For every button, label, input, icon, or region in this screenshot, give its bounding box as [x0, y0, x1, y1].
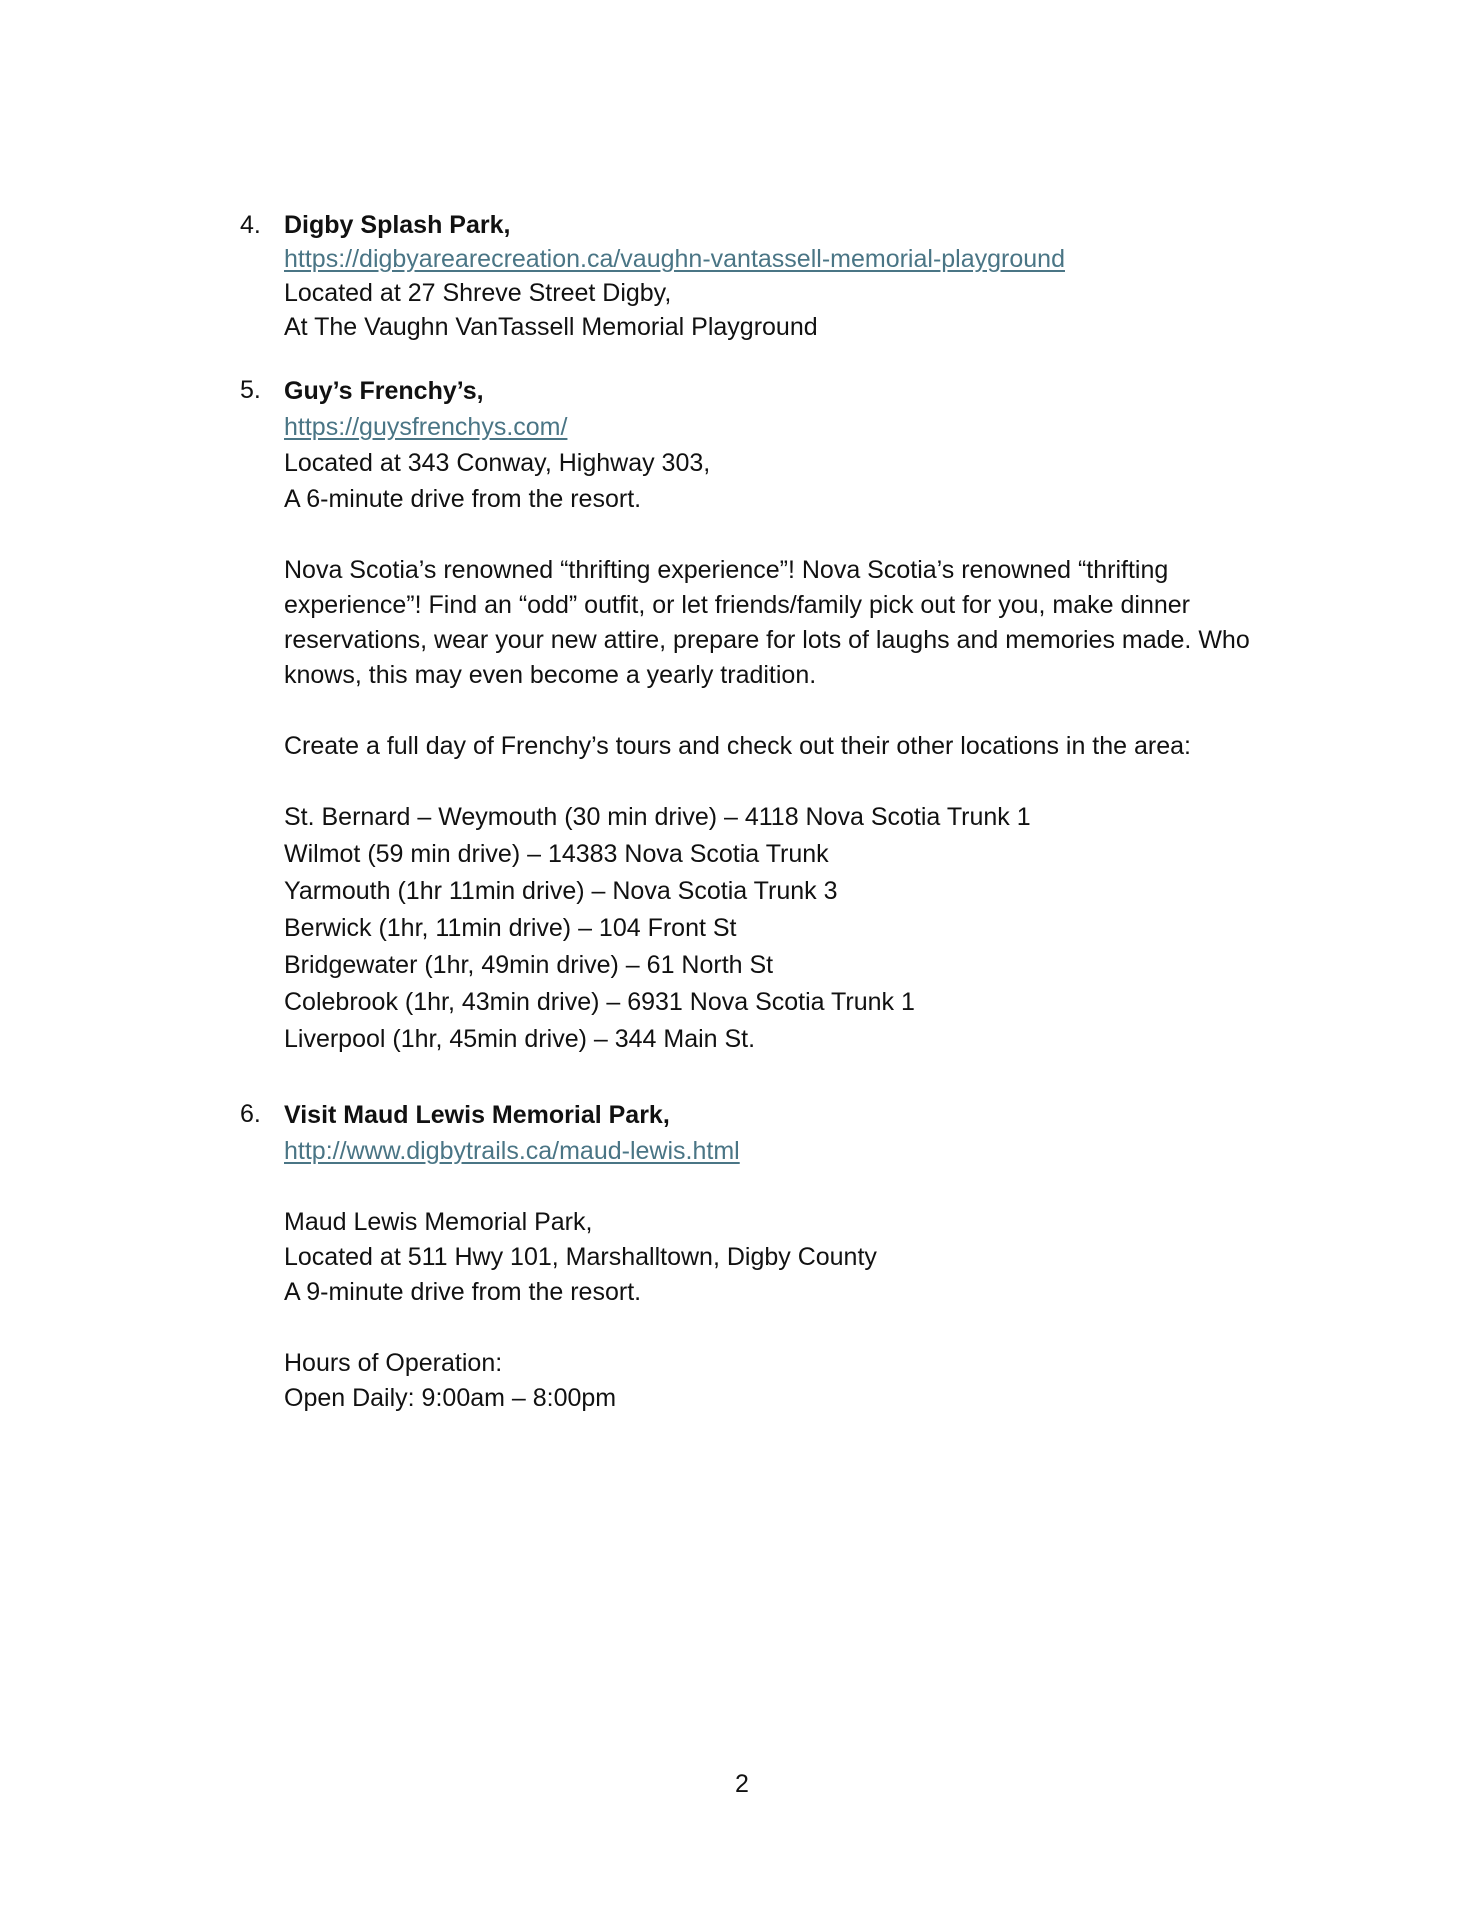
location-line: Colebrook (1hr, 43min drive) – 6931 Nova Scotia Trunk 1	[284, 988, 915, 1016]
item-title: Visit Maud Lewis Memorial Park,	[284, 1101, 670, 1129]
page-number: 2	[735, 1770, 749, 1798]
item-title: Digby Splash Park,	[284, 211, 511, 239]
tour-intro: Create a full day of Frenchy’s tours and check out their other locations in the area:	[284, 732, 1191, 760]
hours-value: Open Daily: 9:00am – 8:00pm	[284, 1384, 617, 1412]
website-link[interactable]: http://www.digbytrails.ca/maud-lewis.html	[284, 1137, 740, 1165]
address-line: A 6-minute drive from the resort.	[284, 485, 642, 513]
description-paragraph: Nova Scotia’s renowned “thrifting experience”! Nova Scotia’s renowned “thrifting experience”! Find an “odd” outfit, or let friends/family pick out for you, make dinner reservations, wear your new attire, prepare for lots of laughs and memories made. Who knows, this may even become a yearly tradition.	[284, 556, 1250, 689]
location-line: Berwick (1hr, 11min drive) – 104 Front St	[284, 914, 737, 942]
address-line: Located at 27 Shreve Street Digby,	[284, 279, 672, 307]
website-link[interactable]: https://digbyarearecreation.ca/vaughn-vantassell-memorial-playground	[284, 245, 1065, 273]
list-number: 5.	[240, 376, 261, 404]
item-title: Guy’s Frenchy’s,	[284, 377, 484, 405]
location-line: Yarmouth (1hr 11min drive) – Nova Scotia Trunk 3	[284, 877, 838, 905]
website-link[interactable]: https://guysfrenchys.com/	[284, 413, 568, 441]
address-line: A 9-minute drive from the resort.	[284, 1278, 642, 1306]
list-number: 6.	[240, 1100, 261, 1128]
location-line: Liverpool (1hr, 45min drive) – 344 Main St.	[284, 1025, 756, 1053]
address-line: At The Vaughn VanTassell Memorial Playground	[284, 313, 818, 341]
address-line: Located at 343 Conway, Highway 303,	[284, 449, 711, 477]
address-line: Located at 511 Hwy 101, Marshalltown, Digby County	[284, 1243, 877, 1271]
location-line: St. Bernard – Weymouth (30 min drive) – 4118 Nova Scotia Trunk 1	[284, 803, 1031, 831]
location-line: Bridgewater (1hr, 49min drive) – 61 North St	[284, 951, 774, 979]
address-line: Maud Lewis Memorial Park,	[284, 1208, 593, 1236]
list-number: 4.	[240, 211, 261, 239]
hours-heading: Hours of Operation:	[284, 1349, 503, 1377]
location-line: Wilmot (59 min drive) – 14383 Nova Scotia Trunk	[284, 840, 829, 868]
